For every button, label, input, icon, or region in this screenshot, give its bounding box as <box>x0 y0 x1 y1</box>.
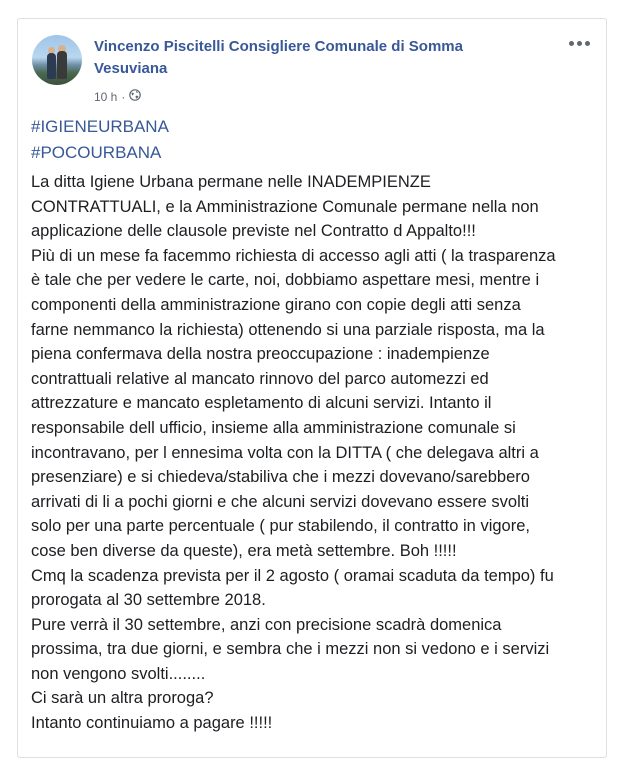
post-text-line: piena confermava della nostra preoccupazione : inadempienze <box>31 345 490 364</box>
post-text-line: solo per una parte percentuale ( pur stabilendo, il contratto in vigore, <box>31 517 530 536</box>
post-text-line: cose ben diverse da queste), era metà settembre. Boh !!!!! <box>31 541 457 560</box>
post-meta <box>94 89 141 104</box>
avatar-figure <box>57 51 67 79</box>
hashtags <box>31 114 169 166</box>
more-options-icon[interactable] <box>564 33 594 53</box>
avatar[interactable] <box>32 35 82 85</box>
post-text-line: responsabile dell ufficio, insieme alla amministrazione comunale si <box>31 418 516 437</box>
more-dot <box>585 41 590 46</box>
post-timestamp[interactable]: 10 h <box>94 89 118 104</box>
post-text-line: incontravano, per l ennesima volta con la DITTA ( che delegava altri a <box>31 443 539 462</box>
globe-icon <box>129 89 141 104</box>
meta-separator: · <box>121 89 126 104</box>
post-body <box>31 170 597 736</box>
post-text-line: La ditta Igiene Urbana permane nelle INADEMPIENZE <box>31 173 431 191</box>
hashtag-link[interactable]: #IGIENEURBANA <box>31 117 169 136</box>
post-text-line: presenziare) e si chiedeva/stabiliva che i mezzi dovevano/sarebbero <box>31 468 530 487</box>
post-text-line: attrezzature e mancato espletamento di alcuni servizi. Intanto il <box>31 394 492 413</box>
post-text-line: prorogata al 30 settembre 2018. <box>31 591 266 610</box>
post-text-line: applicazione delle clausole previste nel Contratto d Appalto!!! <box>31 222 476 241</box>
post-text-line: Intanto continuiamo a pagare !!!!! <box>31 714 273 733</box>
post-text-line: Pure verrà il 30 settembre, anzi con precisione scadrà domenica <box>31 615 502 634</box>
post-card <box>17 18 607 758</box>
post-text-line: Più di un mese fa facemmo richiesta di accesso agli atti ( la trasparenza <box>31 246 556 265</box>
post-text-line: è tale che per vedere le carte, noi, dobbiamo aspettare mesi, mentre i <box>31 271 540 290</box>
more-dot <box>577 41 582 46</box>
post-text-line: prossima, tra due giorni, e sembra che i mezzi non si vedono e i servizi <box>31 640 550 659</box>
post-text-line: non vengono svolti........ <box>31 664 206 683</box>
post-text-line: farne nemmanco la richiesta) ottenendo si una parziale risposta, ma la <box>31 320 545 339</box>
post-text-line: contrattuali relative al mancato rinnovo del parco automezzi ed <box>31 369 489 388</box>
hashtag-link[interactable]: #POCOURBANA <box>31 143 162 162</box>
post-text-line: Ci sarà un altra proroga? <box>31 689 214 708</box>
author-name-link[interactable]: Vincenzo Piscitelli Consigliere Comunale di Somma Vesuviana <box>94 38 463 77</box>
post-text-line: componenti della amministrazione girano con copie degli atti senza <box>31 295 521 314</box>
post-text-line: Cmq la scadenza prevista per il 2 agosto ( oramai scaduta da tempo) fu <box>31 566 554 585</box>
post-text-line: arrivati di li a pochi giorni e che alcuni servizi dovevano essere svolti <box>31 492 529 511</box>
more-dot <box>569 41 574 46</box>
avatar-figure <box>47 53 56 79</box>
post-text-line: CONTRATTUALI, e la Amministrazione Comunale permane nella non <box>31 197 539 216</box>
